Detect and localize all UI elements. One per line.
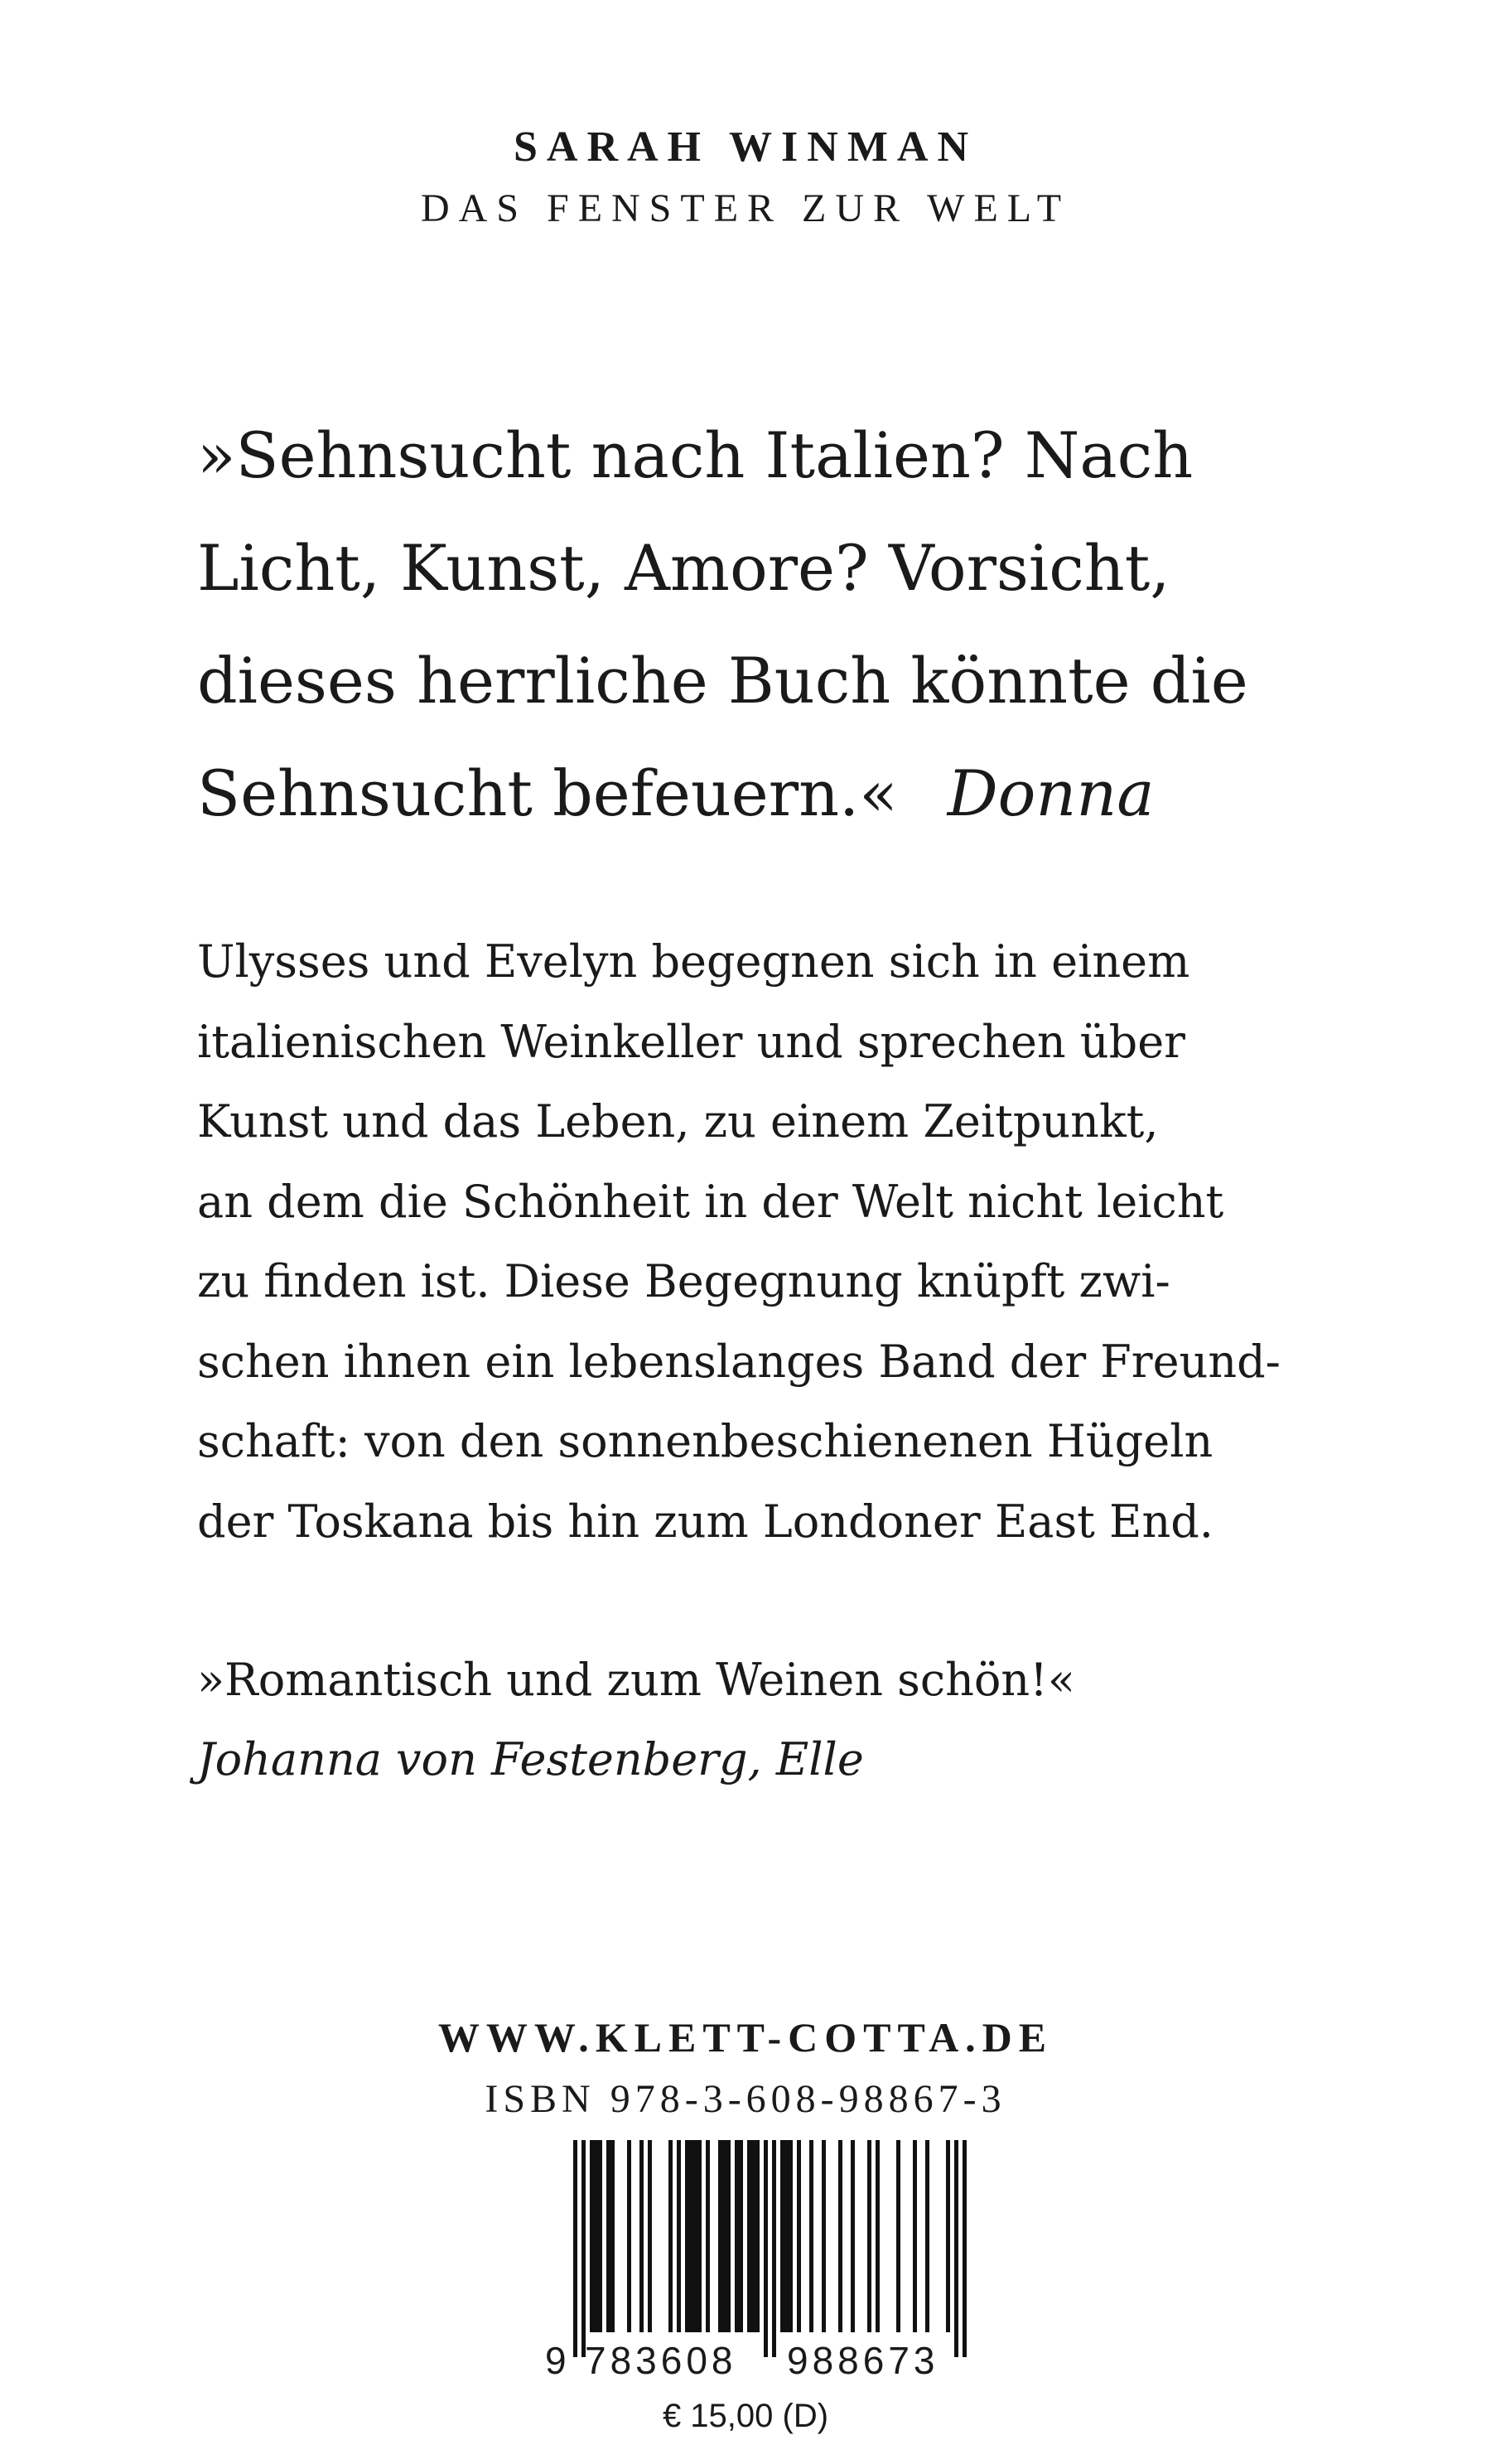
barcode-bar (648, 2140, 652, 2332)
review-block (197, 1640, 1373, 1800)
review-source: Johanna von Festenberg, Elle (197, 1733, 864, 1785)
blurb-line: Ulysses und Evelyn begegnen sich in einem (197, 935, 1190, 988)
lead-quote-line (197, 737, 1373, 850)
lead-quote-source: Donna (947, 756, 1155, 830)
barcode-bar (693, 2140, 697, 2332)
barcode-bar (913, 2140, 917, 2332)
blurb-line: italienischen Weinkeller und sprechen über (197, 1015, 1185, 1068)
barcode-guard-bar (954, 2140, 958, 2357)
barcode-bar (718, 2140, 722, 2332)
barcode-guard-bar (772, 2140, 776, 2357)
barcode-bar (610, 2140, 615, 2332)
lead-quote-line: »Sehnsucht nach Italien? Nach (197, 418, 1194, 492)
barcode-bar (867, 2140, 871, 2332)
barcode-bar (876, 2140, 880, 2332)
barcode-bar (838, 2140, 842, 2332)
book-blurb (197, 922, 1373, 1562)
barcode-bar (668, 2140, 673, 2332)
barcode-bar (809, 2140, 813, 2332)
barcode-bar (726, 2140, 731, 2332)
barcode-bar (722, 2140, 726, 2332)
barcode-bar (627, 2140, 631, 2332)
barcode-lead-digit: 9 (545, 2339, 567, 2382)
publisher-website: WWW.KLETT-COTTA.DE (437, 2014, 1054, 2061)
isbn-number: ISBN 978-3-608-98867-3 (485, 2077, 1006, 2121)
barcode-bar (747, 2140, 751, 2332)
barcode-bar (780, 2140, 784, 2332)
barcode-bar (606, 2140, 610, 2332)
barcode-bar (739, 2140, 743, 2332)
barcode-bar (685, 2140, 689, 2332)
barcode-bar (755, 2140, 760, 2332)
lead-quote-line: Licht, Kunst, Amore? Vorsicht, (197, 531, 1170, 605)
lead-quote (197, 399, 1373, 850)
blurb-line: zu finden ist. Diese Begegnung knüpft zwi- (197, 1255, 1170, 1307)
barcode-guard-bar (573, 2140, 577, 2357)
barcode-guard-bar (764, 2140, 768, 2357)
barcode-guard-bar (963, 2140, 967, 2357)
blurb-line: schen ihnen ein lebenslanges Band der Freund- (197, 1335, 1281, 1388)
barcode-bar (590, 2140, 594, 2332)
barcode-bar (797, 2140, 801, 2332)
review-quote: »Romantisch und zum Weinen schön!« (197, 1654, 1075, 1706)
barcode-bar (822, 2140, 826, 2332)
barcode-bar (851, 2140, 855, 2332)
barcode-bar (677, 2140, 681, 2332)
blurb-line: der Toskana bis hin zum Londoner East End. (197, 1495, 1214, 1548)
lead-quote-text: Sehnsucht befeuern.« (197, 756, 898, 830)
barcode-bar (639, 2140, 644, 2332)
book-title: DAS FENSTER ZUR WELT (420, 186, 1071, 230)
barcode-bar (751, 2140, 755, 2332)
barcode-bar (735, 2140, 739, 2332)
barcode-bar (594, 2140, 598, 2332)
author-name: SARAH WINMAN (513, 123, 978, 171)
barcode-bar (896, 2140, 900, 2332)
blurb-line: schaft: von den sonnenbeschienenen Hügeln (197, 1415, 1214, 1467)
barcode-digit-group-right: 988673 (787, 2339, 939, 2382)
price-label: € 15,00 (D) (662, 2398, 829, 2434)
barcode-bar (789, 2140, 793, 2332)
barcode-guard-bar (581, 2140, 586, 2357)
barcode-bar (946, 2140, 950, 2332)
barcode-bar (697, 2140, 702, 2332)
barcode-bar (784, 2140, 789, 2332)
barcode-bar (925, 2140, 929, 2332)
lead-quote-line: dieses herrliche Buch könnte die (197, 644, 1248, 717)
blurb-line: an dem die Schönheit in der Welt nicht leicht (197, 1175, 1224, 1228)
barcode-bar (689, 2140, 693, 2332)
barcode-bar (706, 2140, 710, 2332)
blurb-line: Kunst und das Leben, zu einem Zeitpunkt, (197, 1095, 1159, 1147)
barcode-digit-group-left: 783608 (585, 2339, 737, 2382)
barcode-bar (598, 2140, 602, 2332)
